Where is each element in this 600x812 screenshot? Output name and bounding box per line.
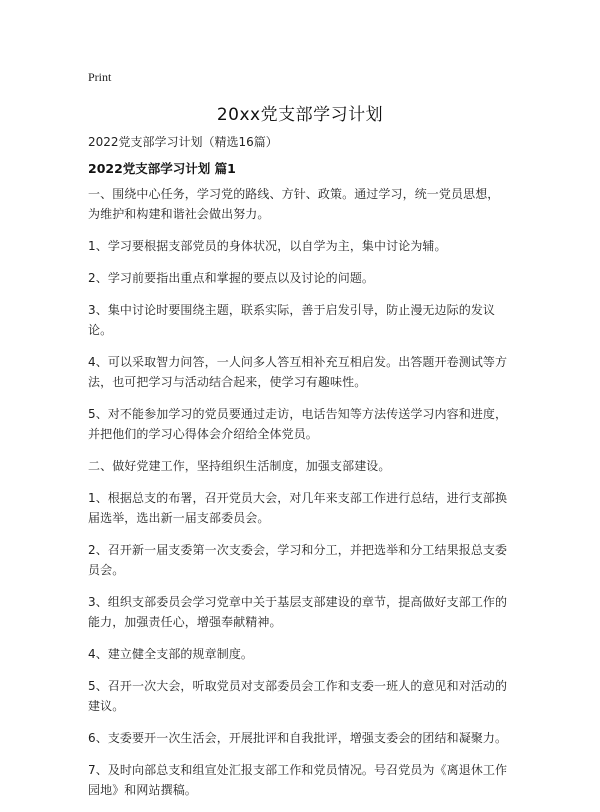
- paragraph: 1、学习要根据支部党员的身体状况，以自学为主，集中讨论为辅。: [88, 239, 447, 253]
- paragraph: 5、对不能参加学习的党员要通过走访，电话告知等方法传送学习内容和进度，并把他们的学习心得体会介绍给全体党员。: [88, 407, 508, 441]
- section-heading: 2022党支部学习计划 篇1: [88, 161, 236, 176]
- paragraph: 4、建立健全支部的规章制度。: [88, 647, 254, 661]
- paragraph: 一、围绕中心任务，学习党的路线、方针、政策。通过学习，统一党员思想，为维护和构建和谐社会做出努力。: [88, 187, 500, 221]
- print-label: Print: [88, 70, 112, 84]
- paragraph: 2、学习前要指出重点和掌握的要点以及讨论的问题。: [88, 271, 375, 285]
- document-subtitle: 2022党支部学习计划（精选16篇）: [88, 135, 278, 149]
- paragraph: 1、根据总支的布署，召开党员大会，对几年来支部工作进行总结，进行支部换届选举，选出新一届支部委员会。: [88, 491, 508, 525]
- paragraph: 5、召开一次大会，听取党员对支部委员会工作和支委一班人的意见和对活动的建议。: [88, 679, 508, 713]
- paragraph: 二、做好党建工作，坚持组织生活制度，加强支部建设。: [88, 459, 391, 473]
- paragraph: 3、集中讨论时要围绕主题，联系实际，善于启发引导，防止漫无边际的发议论。: [88, 303, 496, 337]
- paragraph: 4、可以采取智力问答，一人问多人答互相补充互相启发。出答题开卷测试等方法，也可把学习与活动结合起来，使学习有趣味性。: [88, 355, 508, 389]
- document-body: [88, 184, 508, 812]
- paragraph: 3、组织支部委员会学习党章中关于基层支部建设的章节，提高做好支部工作的能力，加强责任心，增强奉献精神。: [88, 595, 508, 629]
- paragraph: 7、及时向部总支和组宣处汇报支部工作和党员情况。号召党员为《离退休工作园地》和网站撰稿。: [88, 763, 508, 797]
- paragraph: 2、召开新一届支委第一次支委会，学习和分工，并把选举和分工结果报总支委员会。: [88, 543, 508, 577]
- paragraph: 6、支委要开一次生活会，开展批评和自我批评，增强支委会的团结和凝聚力。: [88, 731, 508, 745]
- document-title: 20xx党支部学习计划: [216, 105, 384, 125]
